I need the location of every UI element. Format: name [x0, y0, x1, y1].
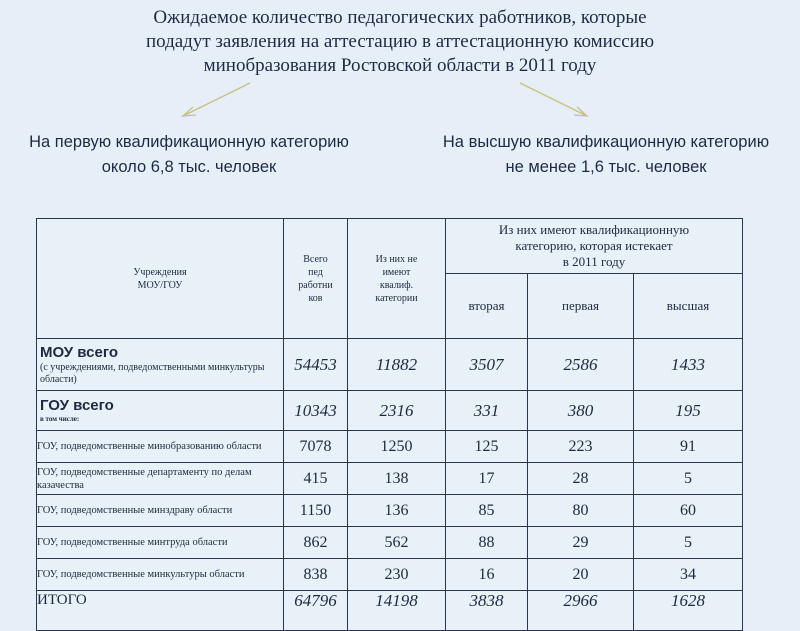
cell-no-category: 1250 — [348, 431, 446, 463]
cell-first: 80 — [528, 495, 634, 527]
highest-category — [410, 130, 800, 180]
table-row — [37, 391, 743, 431]
table-row — [37, 463, 743, 495]
table-row — [37, 559, 743, 591]
cell-no-category: 2316 — [348, 391, 446, 431]
row-name: ГОУ, подведомственные департаменту по делам казачества — [37, 463, 284, 495]
cell-second: 3838 — [446, 591, 528, 631]
header-no-category: Из них не имеют квалиф. категории — [348, 219, 446, 339]
header-second: вторая — [446, 274, 528, 339]
cell-highest: 1433 — [634, 339, 743, 391]
slide-title — [0, 6, 800, 78]
row-name: ГОУ, подведомственные минздраву области — [37, 495, 284, 527]
cell-total: 415 — [284, 463, 348, 495]
table-row — [37, 431, 743, 463]
cell-highest: 195 — [634, 391, 743, 431]
right-arrow-icon — [520, 83, 587, 116]
highest-category-label: На высшую квалификационную категорию — [442, 133, 770, 151]
cell-total: 10343 — [284, 391, 348, 431]
cell-highest: 1628 — [634, 591, 743, 631]
cell-no-category: 11882 — [348, 339, 446, 391]
cell-second: 125 — [446, 431, 528, 463]
cell-second: 16 — [446, 559, 528, 591]
table-row-total — [37, 591, 743, 631]
cell-total: 862 — [284, 527, 348, 559]
staff-table — [36, 218, 743, 631]
header-institutions: Учреждения МОУ/ГОУ — [37, 219, 284, 339]
header-total: Всего пед работни ков — [284, 219, 348, 339]
header-first: первая — [528, 274, 634, 339]
cell-first: 2586 — [528, 339, 634, 391]
cell-highest: 5 — [634, 527, 743, 559]
cell-total: 7078 — [284, 431, 348, 463]
row-name: ГОУ, подведомственные минкультуры области — [37, 559, 284, 591]
cell-first: 2966 — [528, 591, 634, 631]
cell-no-category: 138 — [348, 463, 446, 495]
left-arrow-icon — [183, 83, 250, 116]
cell-total: 54453 — [284, 339, 348, 391]
cell-first: 29 — [528, 527, 634, 559]
cell-second: 17 — [446, 463, 528, 495]
title-line: минобразования Ростовской области в 2011 году — [203, 55, 597, 76]
cell-no-category: 136 — [348, 495, 446, 527]
cell-total: 1150 — [284, 495, 348, 527]
cell-no-category: 562 — [348, 527, 446, 559]
table-row — [37, 527, 743, 559]
row-name: ГОУ всего в том числе: — [37, 391, 284, 431]
cell-total: 64796 — [284, 591, 348, 631]
table-row — [37, 495, 743, 527]
cell-second: 3507 — [446, 339, 528, 391]
cell-highest: 60 — [634, 495, 743, 527]
title-line: Ожидаемое количество педагогических работников, которые — [153, 7, 647, 28]
cell-no-category: 14198 — [348, 591, 446, 631]
cell-second: 331 — [446, 391, 528, 431]
table-row — [37, 339, 743, 391]
first-category-count: около 6,8 тыс. человек — [101, 158, 277, 176]
row-name: ИТОГО — [37, 591, 284, 631]
header-highest: высшая — [634, 274, 743, 339]
cell-no-category: 230 — [348, 559, 446, 591]
header-expiring: Из них имеют квалификационную категорию, которая истекает в 2011 году — [446, 219, 743, 274]
highest-category-count: не менее 1,6 тыс. человек — [505, 158, 707, 176]
row-name: МОУ всего (с учреждениями, подведомственными минкультуры области) — [37, 339, 284, 391]
first-category — [4, 130, 374, 180]
cell-highest: 5 — [634, 463, 743, 495]
cell-first: 28 — [528, 463, 634, 495]
cell-second: 85 — [446, 495, 528, 527]
cell-first: 380 — [528, 391, 634, 431]
first-category-label: На первую квалификационную категорию — [29, 133, 349, 151]
cell-highest: 34 — [634, 559, 743, 591]
cell-first: 223 — [528, 431, 634, 463]
row-name: ГОУ, подведомственные минтруда области — [37, 527, 284, 559]
title-line: подадут заявления на аттестацию в аттестационную комиссию — [145, 31, 655, 52]
cell-second: 88 — [446, 527, 528, 559]
cell-total: 838 — [284, 559, 348, 591]
cell-highest: 91 — [634, 431, 743, 463]
cell-first: 20 — [528, 559, 634, 591]
row-name: ГОУ, подведомственные минобразованию области — [37, 431, 284, 463]
